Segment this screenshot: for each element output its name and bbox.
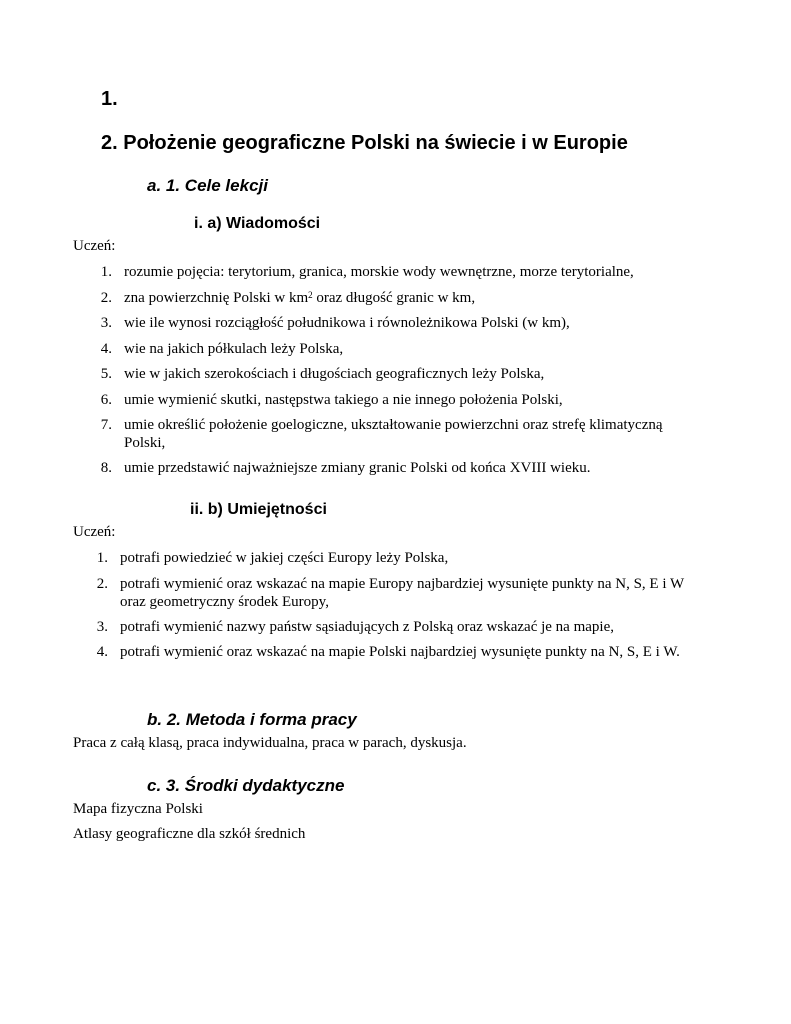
- student-label: Uczeń:: [73, 238, 116, 254]
- method-text: Praca z całą klasą, praca indywidualna, praca w parach, dyskusja.: [73, 735, 467, 751]
- materials-item: Atlasy geograficzne dla szkół średnich: [73, 826, 306, 842]
- list-item-continuation: oraz geometryczny środek Europy,: [120, 594, 329, 610]
- materials-item: Mapa fizyczna Polski: [73, 801, 203, 817]
- section-heading-goals: a. 1. Cele lekcji: [147, 176, 268, 195]
- section-heading-method: b. 2. Metoda i forma pracy: [147, 710, 357, 729]
- heading-number: 1.: [101, 88, 118, 110]
- subsection-heading-skills: ii. b) Umiejętności: [190, 501, 327, 518]
- student-label: Uczeń:: [73, 524, 116, 540]
- section-heading-materials: c. 3. Środki dydaktyczne: [147, 776, 345, 795]
- list-item-continuation: Polski,: [124, 435, 166, 451]
- subsection-heading-knowledge: i. a) Wiadomości: [194, 215, 321, 232]
- page-title: 2. Położenie geograficzne Polski na świecie i w Europie: [101, 132, 628, 154]
